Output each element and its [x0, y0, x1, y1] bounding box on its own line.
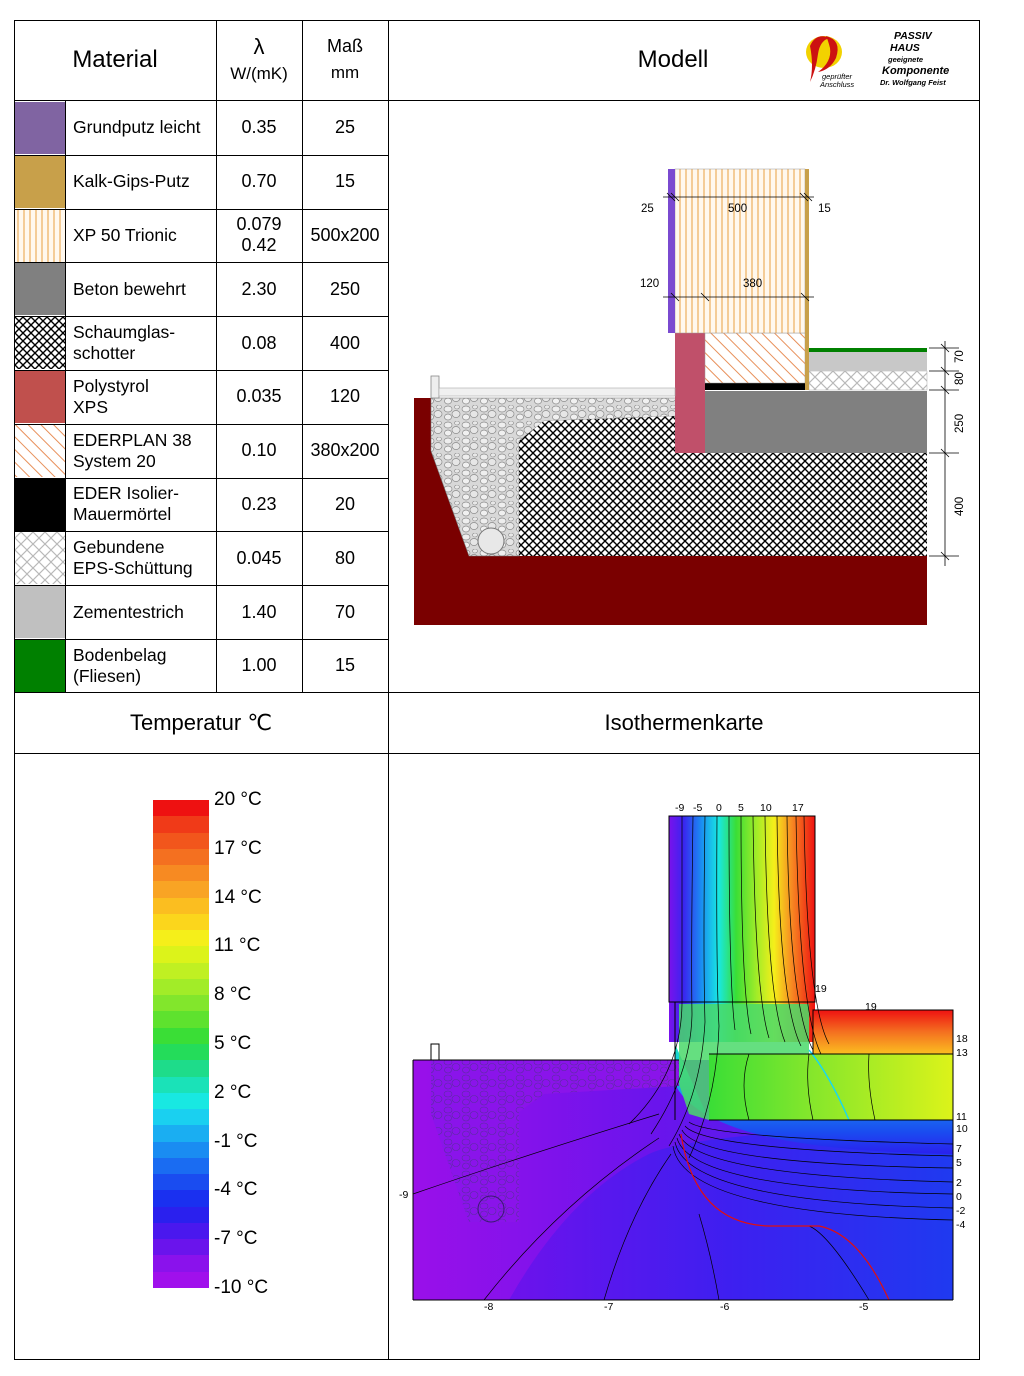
material-mass: 380x200: [310, 440, 380, 461]
material-lambda: [216, 209, 302, 263]
material-name: [73, 262, 186, 316]
material-lambda: [216, 316, 302, 370]
legend-band: [153, 865, 209, 882]
material-swatch: [15, 210, 65, 262]
material-name-line: Beton bewehrt: [73, 278, 186, 299]
material-name: [73, 209, 177, 263]
eps-fill: [809, 371, 927, 390]
material-swatch: [15, 263, 65, 315]
legend-band: [153, 1207, 209, 1224]
material-mass: 500x200: [310, 224, 380, 245]
passivhaus-logo: [796, 26, 976, 96]
material-name-line: Grundputz leicht: [73, 117, 201, 138]
material-swatch: [15, 532, 65, 584]
iso-label-bottom-2: -6: [720, 1301, 730, 1313]
legend-band: [153, 833, 209, 850]
legend-band: [153, 946, 209, 963]
mass-header: [302, 20, 388, 100]
legend-band: [153, 1093, 209, 1110]
legend-band: [153, 881, 209, 898]
material-lambda-value: 0.08: [241, 332, 277, 353]
legend-label: 5 °C: [214, 1033, 252, 1054]
terrace-edge: [431, 376, 439, 398]
material-name-line: XP 50 Trionic: [73, 224, 177, 245]
material-swatch-pattern: [15, 317, 65, 369]
iso-label-bottom-0: -8: [484, 1301, 494, 1313]
material-header-text: Material: [72, 46, 158, 73]
material-name: [73, 639, 166, 693]
legend-band: [153, 979, 209, 996]
material-header: [14, 20, 216, 100]
material-swatch-pattern: [15, 425, 65, 477]
material-swatch: [15, 317, 65, 369]
material-name: [73, 585, 184, 639]
material-name-line: XPS: [73, 396, 109, 417]
swatch-column-divider: [65, 100, 66, 692]
iso-slab: [709, 1054, 953, 1120]
legend-label: -7 °C: [214, 1228, 258, 1250]
iso-label-right-3: 13: [956, 1047, 968, 1059]
screed-layer: [809, 351, 927, 371]
material-lambda-value: 0.70: [241, 171, 277, 192]
legend-label: 20 °C: [214, 789, 262, 810]
legend-band: [153, 1125, 209, 1142]
material-name-line: (Fliesen): [73, 665, 142, 686]
temperatur-title-text: Temperatur ℃: [129, 709, 273, 735]
legend-band: [153, 816, 209, 833]
dim-500: 500: [728, 203, 748, 215]
legend-band: [153, 1158, 209, 1175]
dim-15: 15: [818, 203, 831, 215]
material-swatch: [15, 425, 65, 477]
material-name-line: EPS-Schüttung: [73, 558, 193, 579]
material-lambda-value: 0.045: [236, 547, 282, 568]
legend-band: [153, 1011, 209, 1028]
legend-band: [153, 963, 209, 980]
iso-label-right-8: 2: [956, 1177, 962, 1189]
legend-band: [153, 1174, 209, 1191]
material-name: [73, 424, 192, 478]
iso-label-right-2: 18: [956, 1033, 968, 1045]
legend-band: [153, 995, 209, 1012]
iso-bottom-labels: [484, 1301, 868, 1313]
iso-label-right-5: 10: [956, 1123, 968, 1135]
material-lambda: [216, 639, 302, 693]
material-mass: 250: [329, 278, 361, 299]
lambda-symbol: λ: [253, 34, 265, 59]
passivhaus-logo-graphic: [796, 26, 976, 96]
legend-band: [153, 1028, 209, 1045]
material-mass: 120: [329, 386, 361, 407]
material-lambda-value: 1.40: [241, 601, 277, 622]
material-swatch-pattern: [15, 210, 65, 262]
material-mass: 70: [334, 601, 356, 622]
drain-pipe: [478, 528, 504, 554]
temperatur-title: [14, 692, 388, 753]
material-swatch: [15, 156, 65, 208]
legend-band: [153, 1142, 209, 1159]
iso-label-right-7: 5: [956, 1157, 962, 1169]
logo-anschluss: Anschluss: [820, 80, 855, 89]
ederplan-base: [705, 333, 805, 383]
material-lambda-value: 0.079: [236, 214, 282, 235]
material-name-line: Mauermörtel: [73, 504, 172, 525]
legend-band: [153, 1077, 209, 1094]
iso-label-top-2: 0: [716, 802, 722, 814]
material-name-line: EDER Isolier-: [73, 483, 179, 504]
logo-haus: HAUS: [890, 42, 920, 54]
iso-label-right-9: 0: [956, 1191, 962, 1203]
floor-finish: [809, 348, 927, 352]
material-lambda: [216, 424, 302, 478]
material-name: [73, 155, 190, 209]
material-lambda-value: 0.42: [241, 235, 277, 256]
material-lambda: [216, 585, 302, 639]
dim-70: 70: [954, 350, 966, 363]
logo-passiv: PASSIV: [894, 30, 932, 42]
mortar-layer: [705, 383, 805, 390]
legend-label: 2 °C: [214, 1081, 252, 1103]
material-lambda: [216, 531, 302, 585]
material-mass: 15: [334, 655, 356, 676]
iso-label-right-0: 19: [815, 983, 827, 995]
legend-band: [153, 1109, 209, 1126]
isothermen-title: [389, 692, 979, 753]
iso-label-top-5: 17: [792, 802, 804, 814]
material-mass: 25: [334, 117, 356, 138]
material-swatch: [15, 640, 65, 692]
isothermen-title-text: Isothermenkarte: [604, 709, 764, 735]
legend-label: 14 °C: [214, 886, 262, 908]
legend-band: [153, 930, 209, 947]
legend-band: [153, 800, 209, 817]
legend-band: [153, 898, 209, 915]
legend-band: [153, 1190, 209, 1207]
iso-label-right-11: -4: [956, 1219, 966, 1231]
material-lambda: [216, 478, 302, 532]
iso-label-top-3: 5: [738, 802, 744, 814]
lambda-unit: W/(mK): [230, 64, 288, 83]
iso-top-labels: [675, 802, 804, 814]
interior-plaster: [805, 169, 809, 390]
material-name-line: Gebundene: [73, 537, 165, 558]
material-name: [73, 316, 175, 370]
isotherm-map: [389, 754, 979, 1314]
dim-80: 80: [954, 372, 966, 385]
dim-400: 400: [954, 496, 966, 516]
material-lambda-value: 2.30: [241, 278, 277, 299]
legend-label: -4 °C: [214, 1179, 258, 1201]
paving: [439, 388, 675, 396]
material-name-line: EDERPLAN 38: [73, 429, 192, 450]
logo-komponente: Komponente: [882, 65, 950, 77]
iso-label-top-1: -5: [693, 802, 703, 814]
material-lambda: [216, 262, 302, 316]
material-swatch: [15, 586, 65, 638]
legend-label: 17 °C: [214, 837, 262, 859]
legend-band: [153, 914, 209, 931]
iso-label-bottom-3: -5: [859, 1301, 869, 1313]
logo-geeignete: geeignete: [888, 55, 924, 64]
material-mass: 20: [334, 493, 356, 514]
material-name-line: schotter: [73, 343, 136, 364]
material-swatch: [15, 102, 65, 154]
iso-label-right-4: 11: [956, 1111, 967, 1123]
dim-25: 25: [641, 203, 654, 215]
material-swatch: [15, 371, 65, 423]
legend-label: -1 °C: [214, 1130, 258, 1152]
legend-band: [153, 1255, 209, 1272]
lambda-header: [216, 20, 302, 100]
temperature-legend: [153, 800, 209, 1288]
material-mass: 400: [329, 332, 361, 353]
legend-band: [153, 1239, 209, 1256]
material-name-line: Kalk-Gips-Putz: [73, 171, 190, 192]
material-lambda-value: 1.00: [241, 655, 277, 676]
material-swatch: [15, 479, 65, 531]
iso-label-top-4: 10: [760, 802, 772, 814]
material-name-line: System 20: [73, 450, 156, 471]
material-mass: 80: [334, 547, 356, 568]
legend-band: [153, 1060, 209, 1077]
material-lambda: [216, 101, 302, 155]
material-lambda-value: 0.035: [236, 386, 282, 407]
concrete-slab: [705, 391, 927, 453]
legend-label: 11 °C: [214, 935, 261, 957]
dim-250: 250: [954, 413, 966, 433]
material-lambda: [216, 370, 302, 424]
material-lambda-value: 0.23: [241, 493, 277, 514]
iso-label-right-6: 7: [956, 1143, 962, 1155]
logo-gepruefter: geprüfter: [822, 72, 853, 81]
material-mass: 15: [334, 171, 356, 192]
material-swatch-pattern: [15, 532, 65, 584]
material-lambda-value: 0.10: [241, 440, 277, 461]
legend-label: 8 °C: [214, 984, 252, 1006]
material-name: [73, 101, 200, 155]
dim-380: 380: [743, 278, 763, 290]
legend-band: [153, 1223, 209, 1240]
legend-band: [153, 1044, 209, 1061]
model-drawing: [389, 101, 979, 691]
legend-band: [153, 1272, 209, 1289]
iso-label-bottom-1: -7: [604, 1301, 614, 1313]
iso-label-right-1: 19: [865, 1001, 877, 1013]
modell-header: [560, 20, 786, 100]
modell-header-text: Modell: [637, 46, 709, 73]
material-name-line: Polystyrol: [73, 375, 149, 396]
material-name: [73, 370, 149, 424]
dim-120: 120: [640, 278, 660, 290]
material-name: [73, 531, 193, 585]
material-lambda-value: 0.35: [241, 117, 277, 138]
iso-floor: [813, 1010, 953, 1054]
material-name-line: Zementestrich: [73, 601, 184, 622]
mass-label: Maß: [327, 36, 363, 56]
legend-label: -10 °C: [214, 1277, 269, 1298]
material-lambda: [216, 155, 302, 209]
iso-label-top-0: -9: [675, 802, 685, 814]
material-name: [73, 478, 179, 532]
xp50-wall: [675, 169, 805, 333]
material-name-line: Schaumglas-: [73, 322, 176, 343]
iso-label-right-10: -2: [956, 1205, 966, 1217]
iso-label-left: -9: [399, 1189, 409, 1201]
material-name-line: Bodenbelag: [73, 644, 167, 665]
mass-unit: mm: [330, 63, 360, 82]
xps-insulation: [675, 333, 705, 453]
logo-author: Dr. Wolfgang Feist: [880, 78, 946, 87]
legend-band: [153, 849, 209, 866]
